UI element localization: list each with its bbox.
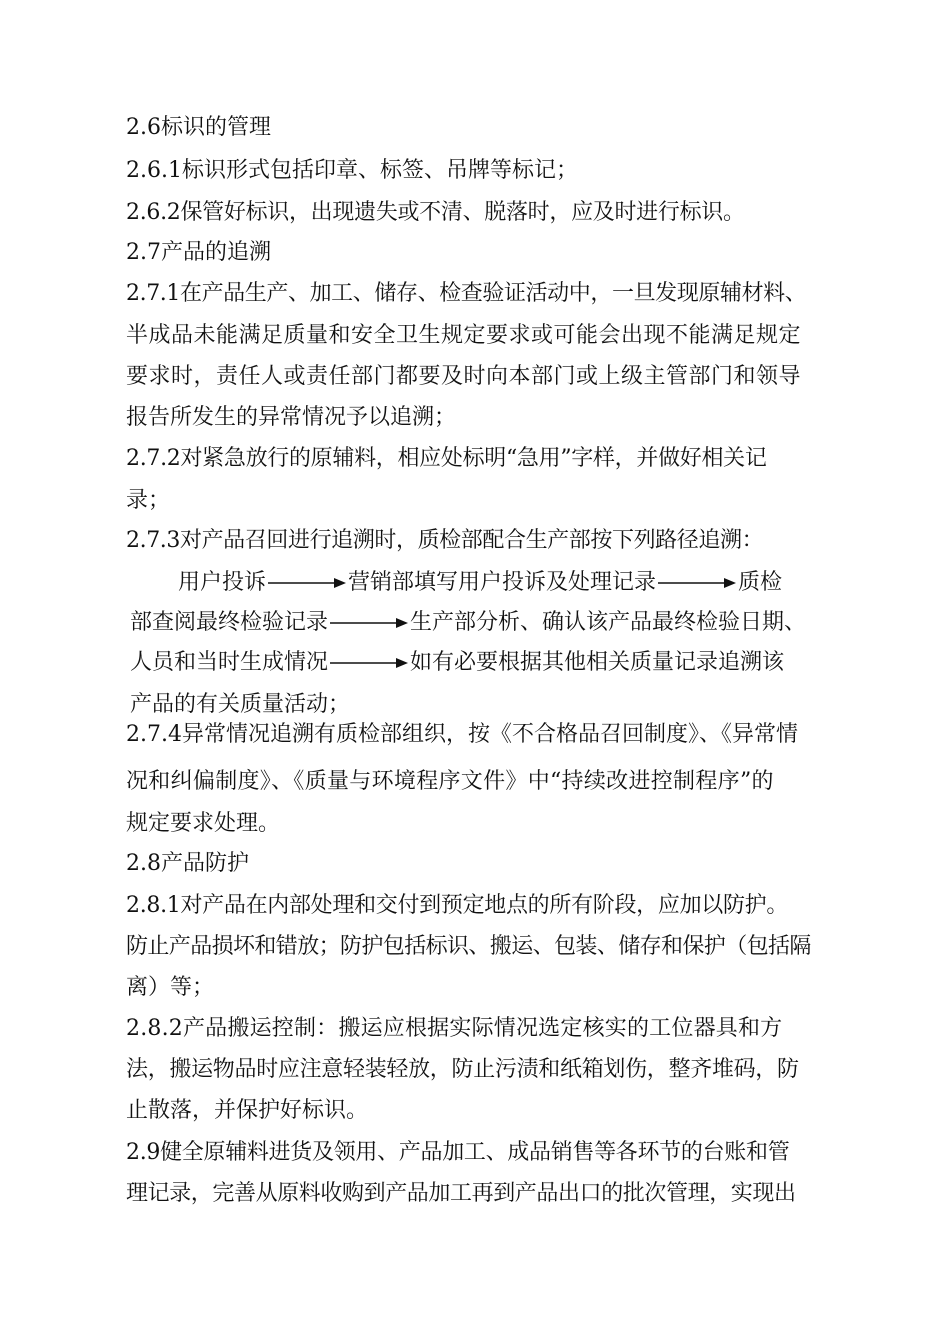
paragraph-line: 法，搬运物品时应注意轻装轻放，防止污渍和纸箱划伤，整齐堆码，防: [126, 1057, 799, 1082]
heading-2-9: 2.9健全原辅料进货及领用、产品加工、成品销售等各环节的台账和管: [126, 1140, 790, 1165]
paragraph-line: 2.7.3对产品召回进行追溯时，质检部配合生产部按下列路径追溯：: [126, 528, 764, 553]
paragraph-line: 离）等；: [126, 975, 215, 1000]
flow-row-4: [130, 690, 350, 720]
flow-step-production-part2: 人员和当时生成情况: [130, 650, 329, 675]
paragraph-line: 2.6.2保管好标识，出现遗失或不清、脱落时，应及时进行标识。: [126, 200, 745, 225]
flow-row-2: [130, 608, 806, 638]
flow-step-trace-part1: 如有必要根据其他相关质量记录追溯该: [410, 650, 785, 675]
flow-row-1: [178, 568, 782, 598]
flow-row-3: [130, 648, 784, 678]
flow-step-trace-part2: 产品的有关质量活动；: [130, 692, 351, 717]
paragraph-line: 止散落，并保护好标识。: [126, 1098, 369, 1123]
heading-2-6: 2.6标识的管理: [126, 115, 271, 140]
flow-step-production-part1: 生产部分析、确认该产品最终检验日期、: [410, 610, 807, 635]
right-arrow-icon: [268, 577, 346, 589]
heading-2-7: 2.7产品的追溯: [126, 240, 271, 265]
right-arrow-icon: [658, 577, 736, 589]
paragraph-line: 2.6.1标识形式包括印章、标签、吊牌等标记；: [126, 158, 578, 183]
paragraph-line: 录；: [126, 488, 171, 513]
right-arrow-icon: [330, 617, 408, 629]
paragraph-line: 理记录，完善从原料收购到产品加工再到产品出口的批次管理，实现出: [126, 1181, 796, 1206]
clipped-paragraph-line: [126, 722, 798, 748]
paragraph-line: 2.7.2对紧急放行的原辅料，相应处标明“急用”字样，并做好相关记: [126, 446, 767, 471]
flow-step-sales-record: 营销部填写用户投诉及处理记录: [348, 570, 657, 595]
paragraph-line: 况和纠偏制度》、《质量与环境程序文件》中“持续改进控制程序”的: [126, 769, 774, 794]
paragraph-line: 2.7.1在产品生产、加工、储存、检查验证活动中，一旦发现原辅材料、: [126, 281, 807, 306]
flow-step-complaint: 用户投诉: [178, 570, 267, 595]
right-arrow-icon: [330, 657, 408, 669]
heading-2-8: 2.8产品防护: [126, 851, 249, 876]
paragraph-line: 要求时，责任人或责任部门都要及时向本部门或上级主管部门和领导: [126, 364, 802, 389]
paragraph-line: 2.8.2产品搬运控制：搬运应根据实际情况选定核实的工位器具和方: [126, 1016, 783, 1041]
paragraph-line: 报告所发生的异常情况予以追溯；: [126, 405, 457, 430]
clipped-line-text: 2.7.4异常情况追溯有质检部组织，按《不合格品召回制度》、《异常情: [126, 722, 798, 747]
flow-step-qc-part2: 部查阅最终检验记录: [130, 610, 329, 635]
flow-step-qc-part1: 质检: [738, 570, 783, 595]
paragraph-line: 规定要求处理。: [126, 811, 281, 836]
paragraph-line: 防止产品损坏和错放；防护包括标识、搬运、包装、储存和保护（包括隔: [126, 934, 811, 959]
paragraph-line: 2.8.1对产品在内部处理和交付到预定地点的所有阶段，应加以防护。: [126, 893, 789, 918]
paragraph-line: 半成品未能满足质量和安全卫生规定要求或可能会出现不能满足规定: [126, 323, 802, 348]
